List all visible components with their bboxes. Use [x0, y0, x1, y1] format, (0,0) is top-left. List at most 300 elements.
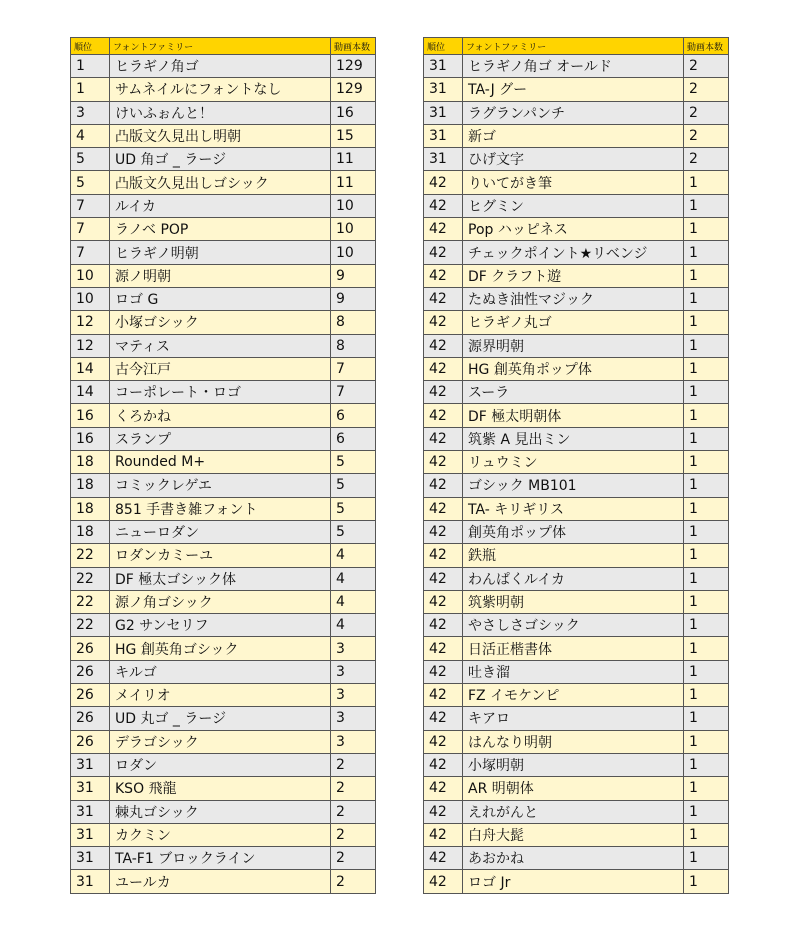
video-count-cell: 1: [684, 474, 729, 497]
table-row: [71, 311, 376, 334]
font-family-cell: ロダンカミーユ: [110, 544, 331, 567]
rank-cell: 42: [424, 753, 463, 776]
video-count-cell: 2: [331, 800, 376, 823]
table-row: [71, 124, 376, 147]
video-count-cell: 5: [331, 497, 376, 520]
table-body-right: [424, 55, 729, 894]
rank-cell: 42: [424, 241, 463, 264]
video-count-cell: 129: [331, 78, 376, 101]
video-count-cell: 10: [331, 218, 376, 241]
video-count-cell: 1: [684, 194, 729, 217]
video-count-cell: 1: [684, 800, 729, 823]
rank-cell: 42: [424, 194, 463, 217]
rank-cell: 42: [424, 590, 463, 613]
rank-cell: 42: [424, 497, 463, 520]
rank-cell: 42: [424, 823, 463, 846]
video-count-cell: 7: [331, 357, 376, 380]
font-family-cell: ヒラギノ丸ゴ: [463, 311, 684, 334]
font-family-cell: Rounded M+: [110, 451, 331, 474]
font-family-cell: けいふぉんと！: [110, 101, 331, 124]
rank-cell: 42: [424, 404, 463, 427]
video-count-cell: 5: [331, 451, 376, 474]
table-row: [424, 404, 729, 427]
font-family-cell: ラグランパンチ: [463, 101, 684, 124]
table-row: [71, 451, 376, 474]
font-family-cell: HG 創英角ゴシック: [110, 637, 331, 660]
font-family-cell: キルゴ: [110, 660, 331, 683]
video-count-cell: 1: [684, 381, 729, 404]
font-family-cell: 古今江戸: [110, 357, 331, 380]
rank-cell: 22: [71, 590, 110, 613]
rank-cell: 3: [71, 101, 110, 124]
table-row: [424, 101, 729, 124]
rank-cell: 31: [71, 753, 110, 776]
table-row: [424, 427, 729, 450]
rank-cell: 42: [424, 334, 463, 357]
video-count-cell: 1: [684, 497, 729, 520]
video-count-cell: 1: [684, 637, 729, 660]
video-count-cell: 1: [684, 287, 729, 310]
table-row: [71, 544, 376, 567]
video-count-cell: 1: [684, 311, 729, 334]
table-row: [424, 357, 729, 380]
table-row: [424, 520, 729, 543]
font-family-cell: わんぱくルイカ: [463, 567, 684, 590]
rank-cell: 31: [71, 777, 110, 800]
rank-cell: 42: [424, 707, 463, 730]
font-family-cell: スーラ: [463, 381, 684, 404]
table-row: [71, 194, 376, 217]
video-count-cell: 6: [331, 427, 376, 450]
table-row: [424, 287, 729, 310]
font-family-cell: 棘丸ゴシック: [110, 800, 331, 823]
video-count-cell: 129: [331, 55, 376, 78]
rank-cell: 16: [71, 404, 110, 427]
font-family-cell: 小塚明朝: [463, 753, 684, 776]
font-family-cell: えれがんと: [463, 800, 684, 823]
rank-cell: 31: [424, 101, 463, 124]
font-family-cell: Pop ハッピネス: [463, 218, 684, 241]
rank-cell: 12: [71, 334, 110, 357]
table-row: [424, 777, 729, 800]
video-count-cell: 1: [684, 590, 729, 613]
font-family-cell: 日活正楷書体: [463, 637, 684, 660]
font-family-cell: 小塚ゴシック: [110, 311, 331, 334]
font-family-cell: くろかね: [110, 404, 331, 427]
video-count-cell: 1: [684, 777, 729, 800]
font-family-cell: ルイカ: [110, 194, 331, 217]
font-family-cell: 凸版文久見出し明朝: [110, 124, 331, 147]
header-font-family: フォントファミリー: [110, 38, 331, 55]
table-row: [71, 637, 376, 660]
rank-cell: 42: [424, 684, 463, 707]
font-family-cell: G2 サンセリフ: [110, 614, 331, 637]
table-row: [424, 684, 729, 707]
font-family-cell: メイリオ: [110, 684, 331, 707]
video-count-cell: 2: [684, 148, 729, 171]
table-row: [71, 474, 376, 497]
table-row: [71, 614, 376, 637]
table-row: [424, 544, 729, 567]
font-family-cell: あおかね: [463, 847, 684, 870]
video-count-cell: 1: [684, 753, 729, 776]
video-count-cell: 8: [331, 311, 376, 334]
rank-cell: 1: [71, 55, 110, 78]
font-family-cell: ユールカ: [110, 870, 331, 893]
video-count-cell: 1: [684, 218, 729, 241]
rank-cell: 12: [71, 311, 110, 334]
video-count-cell: 1: [684, 684, 729, 707]
rank-cell: 31: [424, 148, 463, 171]
video-count-cell: 11: [331, 148, 376, 171]
font-family-cell: ヒラギノ角ゴ オールド: [463, 55, 684, 78]
video-count-cell: 1: [684, 451, 729, 474]
table-row: [71, 590, 376, 613]
rank-cell: 42: [424, 567, 463, 590]
video-count-cell: 2: [331, 777, 376, 800]
rank-cell: 31: [71, 847, 110, 870]
ranking-table-right: [423, 37, 729, 894]
table-row: [424, 614, 729, 637]
header-row: [424, 38, 729, 55]
font-family-cell: ゴシック MB101: [463, 474, 684, 497]
table-row: [424, 148, 729, 171]
rank-cell: 10: [71, 287, 110, 310]
table-row: [424, 334, 729, 357]
video-count-cell: 1: [684, 544, 729, 567]
rank-cell: 7: [71, 218, 110, 241]
video-count-cell: 4: [331, 567, 376, 590]
rank-cell: 42: [424, 218, 463, 241]
table-row: [71, 404, 376, 427]
font-family-cell: はんなり明朝: [463, 730, 684, 753]
table-row: [71, 148, 376, 171]
rank-cell: 42: [424, 870, 463, 893]
font-family-cell: TA-F1 ブロックライン: [110, 847, 331, 870]
rank-cell: 42: [424, 777, 463, 800]
font-family-cell: たぬき油性マジック: [463, 287, 684, 310]
rank-cell: 42: [424, 847, 463, 870]
font-family-cell: 筑紫 A 見出ミン: [463, 427, 684, 450]
table-body-left: [71, 55, 376, 894]
video-count-cell: 2: [684, 124, 729, 147]
header-video-count: 動画本数: [684, 38, 729, 55]
header-rank: 順位: [424, 38, 463, 55]
video-count-cell: 1: [684, 567, 729, 590]
table-row: [424, 474, 729, 497]
rank-cell: 26: [71, 730, 110, 753]
rank-cell: 42: [424, 381, 463, 404]
font-family-cell: サムネイルにフォントなし: [110, 78, 331, 101]
video-count-cell: 2: [331, 870, 376, 893]
font-family-cell: ニューロダン: [110, 520, 331, 543]
table-row: [71, 218, 376, 241]
table-row: [71, 777, 376, 800]
font-family-cell: FZ イモケンピ: [463, 684, 684, 707]
table-row: [424, 707, 729, 730]
rank-cell: 31: [71, 870, 110, 893]
table-row: [424, 311, 729, 334]
table-row: [71, 707, 376, 730]
font-family-cell: 源界明朝: [463, 334, 684, 357]
table-row: [424, 171, 729, 194]
rank-cell: 4: [71, 124, 110, 147]
table-row: [424, 55, 729, 78]
video-count-cell: 1: [684, 707, 729, 730]
table-row: [424, 194, 729, 217]
table-row: [424, 590, 729, 613]
rank-cell: 42: [424, 800, 463, 823]
rank-cell: 42: [424, 730, 463, 753]
table-row: [424, 497, 729, 520]
font-family-cell: デラゴシック: [110, 730, 331, 753]
font-family-cell: DF 極太明朝体: [463, 404, 684, 427]
rank-cell: 26: [71, 637, 110, 660]
rank-cell: 31: [424, 78, 463, 101]
video-count-cell: 7: [331, 381, 376, 404]
rank-cell: 18: [71, 451, 110, 474]
font-family-cell: 鉄瓶: [463, 544, 684, 567]
table-row: [71, 334, 376, 357]
rank-cell: 42: [424, 357, 463, 380]
rank-cell: 1: [71, 78, 110, 101]
rank-cell: 26: [71, 707, 110, 730]
font-family-cell: ヒグミン: [463, 194, 684, 217]
video-count-cell: 3: [331, 660, 376, 683]
table-row: [71, 381, 376, 404]
table-row: [71, 287, 376, 310]
font-family-cell: ヒラギノ明朝: [110, 241, 331, 264]
video-count-cell: 1: [684, 357, 729, 380]
font-family-cell: チェックポイント★リベンジ: [463, 241, 684, 264]
table-row: [71, 357, 376, 380]
rank-cell: 22: [71, 544, 110, 567]
rank-cell: 22: [71, 614, 110, 637]
header-font-family: フォントファミリー: [463, 38, 684, 55]
table-row: [424, 241, 729, 264]
table-row: [71, 660, 376, 683]
video-count-cell: 2: [331, 823, 376, 846]
font-family-cell: ラノベ POP: [110, 218, 331, 241]
table-row: [424, 381, 729, 404]
video-count-cell: 3: [331, 637, 376, 660]
video-count-cell: 9: [331, 287, 376, 310]
video-count-cell: 3: [331, 707, 376, 730]
rank-cell: 31: [424, 55, 463, 78]
font-family-cell: UD 丸ゴ _ ラージ: [110, 707, 331, 730]
font-family-cell: TA- キリギリス: [463, 497, 684, 520]
video-count-cell: 4: [331, 614, 376, 637]
video-count-cell: 1: [684, 870, 729, 893]
video-count-cell: 1: [684, 241, 729, 264]
font-family-cell: リュウミン: [463, 451, 684, 474]
table-row: [424, 637, 729, 660]
ranking-table-left: [70, 37, 376, 894]
video-count-cell: 10: [331, 194, 376, 217]
video-count-cell: 1: [684, 334, 729, 357]
font-family-cell: UD 角ゴ _ ラージ: [110, 148, 331, 171]
rank-cell: 42: [424, 520, 463, 543]
font-family-cell: TA-J グー: [463, 78, 684, 101]
rank-cell: 10: [71, 264, 110, 287]
rank-cell: 5: [71, 171, 110, 194]
rank-cell: 7: [71, 241, 110, 264]
font-family-cell: 吐き溜: [463, 660, 684, 683]
video-count-cell: 1: [684, 614, 729, 637]
rank-cell: 42: [424, 474, 463, 497]
font-family-cell: 源ノ明朝: [110, 264, 331, 287]
table-row: [71, 55, 376, 78]
rank-cell: 18: [71, 497, 110, 520]
rank-cell: 42: [424, 660, 463, 683]
video-count-cell: 10: [331, 241, 376, 264]
rank-cell: 26: [71, 660, 110, 683]
table-row: [71, 730, 376, 753]
rank-cell: 31: [424, 124, 463, 147]
font-family-cell: スランプ: [110, 427, 331, 450]
video-count-cell: 2: [331, 847, 376, 870]
font-family-cell: ひげ文字: [463, 148, 684, 171]
font-family-cell: 851 手書き雑フォント: [110, 497, 331, 520]
video-count-cell: 6: [331, 404, 376, 427]
video-count-cell: 4: [331, 590, 376, 613]
video-count-cell: 1: [684, 520, 729, 543]
font-family-cell: 白舟大髭: [463, 823, 684, 846]
video-count-cell: 3: [331, 684, 376, 707]
table-row: [424, 567, 729, 590]
table-row: [71, 101, 376, 124]
video-count-cell: 5: [331, 520, 376, 543]
font-family-cell: 源ノ角ゴシック: [110, 590, 331, 613]
rank-cell: 7: [71, 194, 110, 217]
rank-cell: 42: [424, 287, 463, 310]
rank-cell: 18: [71, 520, 110, 543]
font-family-cell: やさしさゴシック: [463, 614, 684, 637]
video-count-cell: 1: [684, 264, 729, 287]
video-count-cell: 11: [331, 171, 376, 194]
table-row: [71, 567, 376, 590]
video-count-cell: 3: [331, 730, 376, 753]
rank-cell: 16: [71, 427, 110, 450]
font-family-cell: 新ゴ: [463, 124, 684, 147]
font-family-cell: キアロ: [463, 707, 684, 730]
rank-cell: 42: [424, 264, 463, 287]
table-row: [71, 800, 376, 823]
table-row: [71, 684, 376, 707]
table-row: [71, 870, 376, 893]
font-family-cell: 凸版文久見出しゴシック: [110, 171, 331, 194]
video-count-cell: 1: [684, 404, 729, 427]
table-row: [71, 241, 376, 264]
table-row: [424, 124, 729, 147]
rank-cell: 31: [71, 800, 110, 823]
header-rank: 順位: [71, 38, 110, 55]
table-row: [424, 660, 729, 683]
rank-cell: 31: [71, 823, 110, 846]
font-family-cell: DF 極太ゴシック体: [110, 567, 331, 590]
video-count-cell: 1: [684, 427, 729, 450]
video-count-cell: 2: [684, 78, 729, 101]
rank-cell: 42: [424, 614, 463, 637]
table-row: [424, 823, 729, 846]
rank-cell: 5: [71, 148, 110, 171]
font-family-cell: ロゴ Jr: [463, 870, 684, 893]
table-row: [424, 730, 729, 753]
rank-cell: 42: [424, 427, 463, 450]
rank-cell: 14: [71, 381, 110, 404]
table-row: [71, 753, 376, 776]
rank-cell: 42: [424, 637, 463, 660]
table-row: [71, 520, 376, 543]
header-row: [71, 38, 376, 55]
table-row: [424, 800, 729, 823]
font-family-cell: ヒラギノ角ゴ: [110, 55, 331, 78]
font-family-cell: AR 明朝体: [463, 777, 684, 800]
table-row: [71, 497, 376, 520]
font-family-cell: HG 創英角ポップ体: [463, 357, 684, 380]
font-family-cell: 創英角ポップ体: [463, 520, 684, 543]
table-row: [71, 171, 376, 194]
font-family-cell: ロダン: [110, 753, 331, 776]
video-count-cell: 2: [684, 101, 729, 124]
font-family-cell: マティス: [110, 334, 331, 357]
header-video-count: 動画本数: [331, 38, 376, 55]
video-count-cell: 15: [331, 124, 376, 147]
font-family-cell: KSO 飛龍: [110, 777, 331, 800]
video-count-cell: 4: [331, 544, 376, 567]
video-count-cell: 16: [331, 101, 376, 124]
video-count-cell: 1: [684, 730, 729, 753]
video-count-cell: 5: [331, 474, 376, 497]
rank-cell: 22: [71, 567, 110, 590]
table-row: [424, 753, 729, 776]
table-row: [71, 264, 376, 287]
rank-cell: 14: [71, 357, 110, 380]
video-count-cell: 1: [684, 171, 729, 194]
table-row: [424, 218, 729, 241]
table-row: [71, 847, 376, 870]
video-count-cell: 2: [331, 753, 376, 776]
font-family-cell: コミックレゲエ: [110, 474, 331, 497]
font-family-cell: りいてがき筆: [463, 171, 684, 194]
video-count-cell: 1: [684, 823, 729, 846]
font-family-cell: ロゴ G: [110, 287, 331, 310]
table-row: [424, 264, 729, 287]
table-row: [424, 870, 729, 893]
video-count-cell: 2: [684, 55, 729, 78]
table-row: [424, 451, 729, 474]
table-row: [424, 78, 729, 101]
rank-cell: 18: [71, 474, 110, 497]
video-count-cell: 8: [331, 334, 376, 357]
table-row: [424, 847, 729, 870]
rank-cell: 42: [424, 311, 463, 334]
rank-cell: 42: [424, 171, 463, 194]
font-family-cell: DF クラフト遊: [463, 264, 684, 287]
font-family-cell: コーポレート・ロゴ: [110, 381, 331, 404]
font-family-cell: 筑紫明朝: [463, 590, 684, 613]
rank-cell: 26: [71, 684, 110, 707]
font-family-cell: カクミン: [110, 823, 331, 846]
video-count-cell: 1: [684, 847, 729, 870]
table-row: [71, 78, 376, 101]
rank-cell: 42: [424, 544, 463, 567]
video-count-cell: 9: [331, 264, 376, 287]
table-row: [71, 427, 376, 450]
table-row: [71, 823, 376, 846]
rank-cell: 42: [424, 451, 463, 474]
video-count-cell: 1: [684, 660, 729, 683]
